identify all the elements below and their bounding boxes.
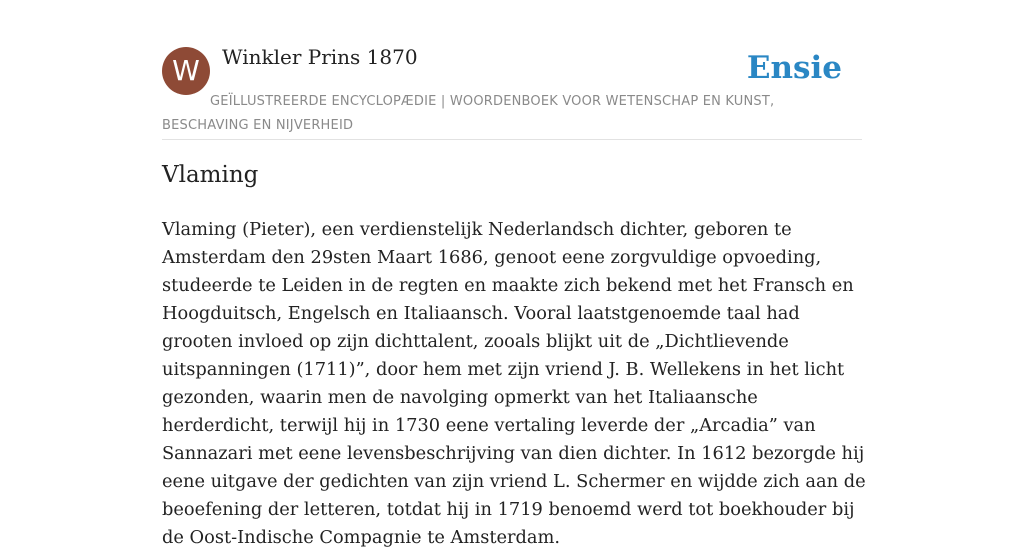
header-divider	[162, 139, 862, 140]
source-subtitle: GEÏLLUSTREERDE ENCYCLOPÆDIE | WOORDENBOEK VOOR WETENSCHAP EN KUNST, BESCHAVING EN NIJVERHEID	[162, 94, 775, 133]
article-body: Vlaming (Pieter), een verdienstelijk Nederlandsch dichter, geboren te Amsterdam den 29sten Maart 1686, genoot eene zorgvuldige opvoeding, studeerde te Leiden in de regten en maakte zich bekend met het Fransch en Hoogduitsch, Engelsch en Italiaansch. Vooral laatstgenoemde taal had grooten invloed op zijn dichttalent, zooals blijkt uit de „Dichtlievende uitspanningen (1711)”, door hem met zijn vriend J. B. Wellekens in het licht gezonden, waarin men de navolging opmerkt van het Italiaansche herderdicht, terwijl hij in 1730 eene vertaling leverde der „Arcadia” van Sannazari met eene levensbeschrijving van dien dichter. In 1612 bezorgde hij eene uitgave der gedichten van zijn vriend L. Schermer en wijdde zich aan de beoefening der letteren, totdat hij in 1719 benoemd werd tot boekhouder bij de Oost-Indische Compagnie te Amsterdam.	[162, 219, 866, 548]
ensie-logo[interactable]: Ensie	[746, 50, 842, 86]
article-headword: Vlaming	[162, 162, 259, 188]
source-title[interactable]: Winkler Prins 1870	[222, 45, 418, 69]
source-avatar[interactable]: W	[162, 47, 210, 95]
